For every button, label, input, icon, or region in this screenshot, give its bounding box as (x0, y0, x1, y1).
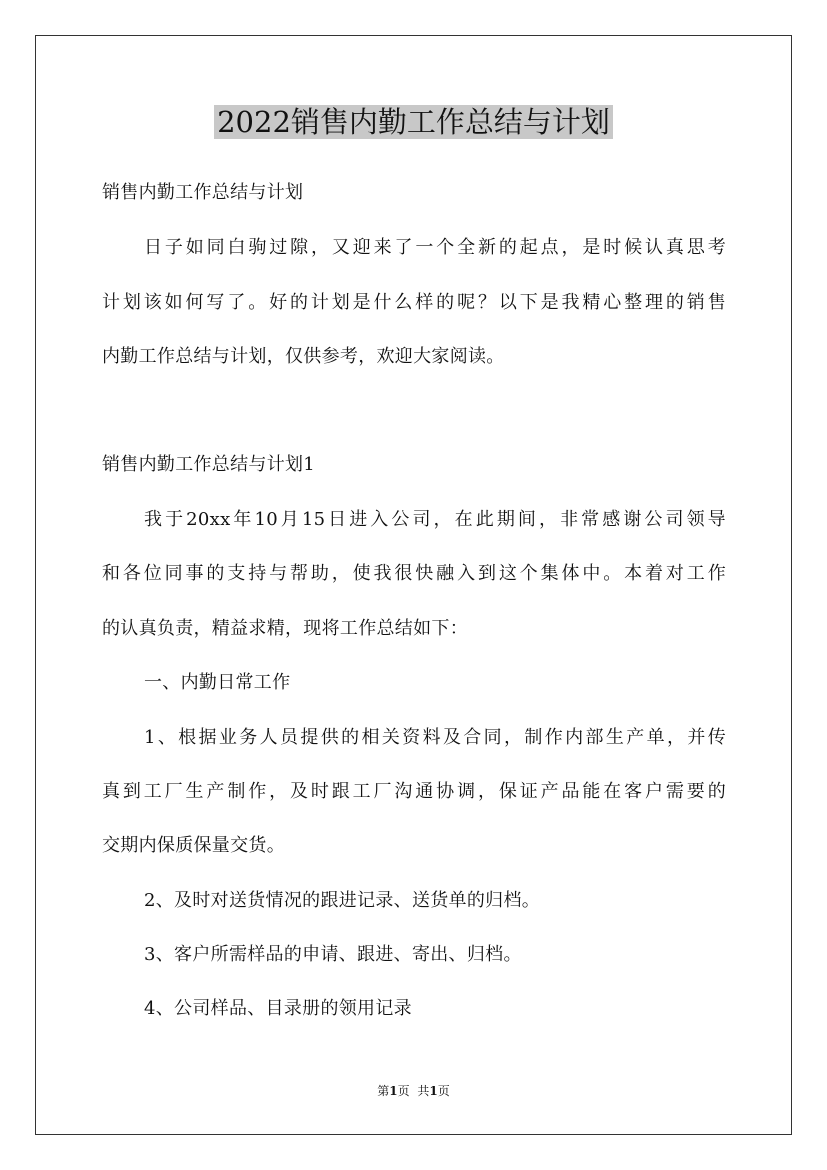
item2-text: 2、及时对送货情况的跟进记录、送货单的归档。 (144, 890, 541, 911)
footer-page-suffix: 页 (397, 1084, 410, 1098)
intro-line-1: 日子如同白驹过隙，又迎来了一个全新的起点，是时候认真思考 (144, 237, 726, 258)
footer-total-prefix: 共 (417, 1084, 430, 1098)
daily-work-heading: 一、内勤日常工作 (144, 672, 291, 693)
item1-line-3: 交期内保质保量交货。 (102, 835, 285, 856)
document-title (0, 102, 827, 142)
document-subtitle: 销售内勤工作总结与计划 (102, 182, 304, 203)
footer-page-number: 1 (389, 1084, 398, 1098)
footer-total-suffix: 页 (437, 1084, 450, 1098)
item4-text: 4、公司样品、目录册的领用记录 (144, 998, 412, 1019)
intro-line-2: 计划该如何写了。好的计划是什么样的呢？以下是我精心整理的销售 (102, 292, 726, 313)
item3-text: 3、客户所需样品的申请、跟进、寄出、归档。 (144, 944, 522, 965)
footer-total-pages: 1 (429, 1084, 438, 1098)
section1-heading: 销售内勤工作总结与计划1 (102, 454, 316, 475)
section1-line-3: 的认真负责，精益求精，现将工作总结如下： (102, 618, 468, 639)
section1-line-2: 和各位同事的支持与帮助，使我很快融入到这个集体中。本着对工作 (102, 563, 726, 584)
item1-line-1: 1、根据业务人员提供的相关资料及合同，制作内部生产单，并传 (144, 727, 726, 748)
footer-page-prefix: 第 (377, 1084, 390, 1098)
section1-line-1: 我于20xx年10月15日进入公司，在此期间，非常感谢公司领导 (144, 509, 726, 530)
page-footer (0, 1082, 827, 1100)
item1-line-2: 真到工厂生产制作，及时跟工厂沟通协调，保证产品能在客户需要的 (102, 781, 726, 802)
intro-line-3: 内勤工作总结与计划，仅供参考，欢迎大家阅读。 (102, 346, 505, 367)
document-title-text: 2022销售内勤工作总结与计划 (214, 105, 613, 139)
